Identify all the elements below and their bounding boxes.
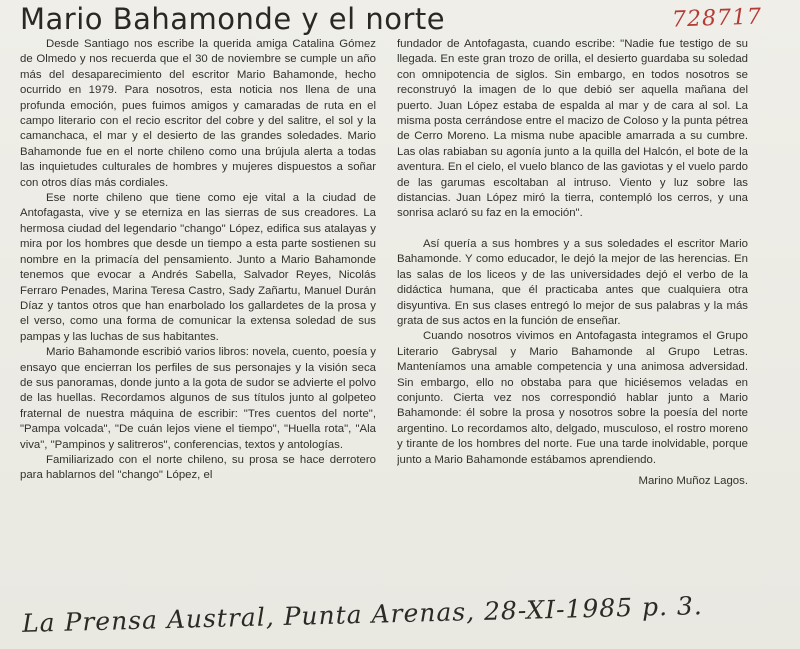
paragraph: Así quería a sus hombres y a sus soledades el escritor Mario Bahamonde. Y como educador, le dejó la mejor de las herencias. En las salas de los liceos y de las universidades dejó el verbo de la didáctica humana, que él practicaba antes que cualquiera otra disyuntiva. En sus clases entregó lo mejor de sus palabras y la más grata de sus actos en la función de enseñar.: [397, 237, 748, 327]
paragraph: Mario Bahamonde escribió varios libros: novela, cuento, poesía y ensayo que encierran los perfiles de sus personajes y la visión seca de sus panoramas, donde junto a la gota de sudor se advierte el polvo de las huellas. Recordamos algunos de sus títulos junto al golpeteo fraternal de nuestra máquina de escribir: "Tres cuentos del norte", "Pampa volcada", "De cuán lejos viene el tiempo", "Huella rota", "Ala viva", "Pampinos y salitreros", conferencias, textos y antologías.: [20, 346, 376, 451]
paragraph: Ese norte chileno que tiene como eje vital a la ciudad de Antofagasta, vive y se eterniza en las sierras de sus creadores. La hermosa ciudad del legendario "chango" López, edifica sus atalayas y mira por los hombres que desde un tiempo a esta parte sostienen su nombre en la primacía del pensamiento. Junto a Mario Bahamonde tenemos que evocar a Andrés Sabella, Salvador Reyes, Nicolás Ferraro Penades, Marina Teresa Castro, Sady Zañartu, Manuel Durán Díaz y tantos otros que han enarbolado los gallardetes de la prosa y el verso, como una forma de comunicar la extensa soledad de sus pampas y las luchas de sus habitantes.: [20, 192, 376, 343]
paragraph: fundador de Antofagasta, cuando escribe: "Nadie fue testigo de su llegada. En este gran trozo de orilla, el desierto guardaba su soledad con omnipotencia de siglos. Sin embargo, en todos nosotros se reconstruyó la imagen de lo que debió ser aquella mañana del puerto. Juan López estaba de espalda al mar y de cara al sol. La misma posta cerrándose entre el macizo de Coloso y la punta pétrea de Cerro Moreno. La misma nube apacible amarrada a su cumbre. Las olas rabiaban su agonía junto a la quilla del Halcón, el bote de la aventura. En el cielo, el vuelo blanco de las gaviotas y el vuelo pardo de las garumas escoltaban al intruso. Viento y luz sobre las distancias. Juan López miró la tierra, contempló los cerros, y una sonrisa aclaró su faz en la emoción".: [397, 38, 748, 220]
handwritten-source-note: La Prensa Austral, Punta Arenas, 28-XI-1985 p. 3.: [21, 591, 704, 638]
paragraph: Desde Santiago nos escribe la querida amiga Catalina Gómez de Olmedo y nos recuerda que el 30 de noviembre se cumple un año más del desaparecimiento del escritor Mario Bahamonde, hecho ocurrido en 1979. Para nosotros, esta noticia nos llena de una profunda emoción, pues fuimos amigos y camaradas de ruta en el campo literario con el recio escritor del cobre y del salitre, el sol y la camanchaca, el mar y el desierto de las grandes soledades. Mario Bahamonde fue en el norte chileno como una brújula alerta a todas las inquietudes culturales de hombres y mujeres dispuestos a soñar con otros días más cordiales.: [20, 38, 376, 189]
author-signature: Marino Muñoz Lagos.: [638, 474, 748, 487]
paragraph: Cuando nosotros vivimos en Antofagasta integramos el Grupo Literario Gabrysal y Mario Bahamonde al Grupo Letras. Manteníamos una amable competencia y una animosa adversidad. Sin embargo, ello no obstaba para que hiciésemos veladas en conjunto. Cierta vez nos correspondió hablar junto a Mario Bahamonde: él sobre la prosa y nosotros sobre la poesía del norte argentino. Lo recordamos alto, delgado, musculoso, el rostro moreno y tirante de los hombres del norte. Fue una tarde inolvidable, porque junto a Mario Bahamonde estábamos aprendiendo.: [397, 330, 748, 466]
paragraph: Familiarizado con el norte chileno, su prosa se hace derrotero para hablarnos del "chango" López, el: [20, 453, 376, 482]
paragraph-gap: [397, 222, 748, 237]
article-column-right: [397, 37, 748, 609]
article-column-left: [20, 37, 376, 609]
article-title: Mario Bahamonde y el norte: [20, 2, 446, 36]
archive-number-handwritten: 728717: [671, 4, 763, 33]
